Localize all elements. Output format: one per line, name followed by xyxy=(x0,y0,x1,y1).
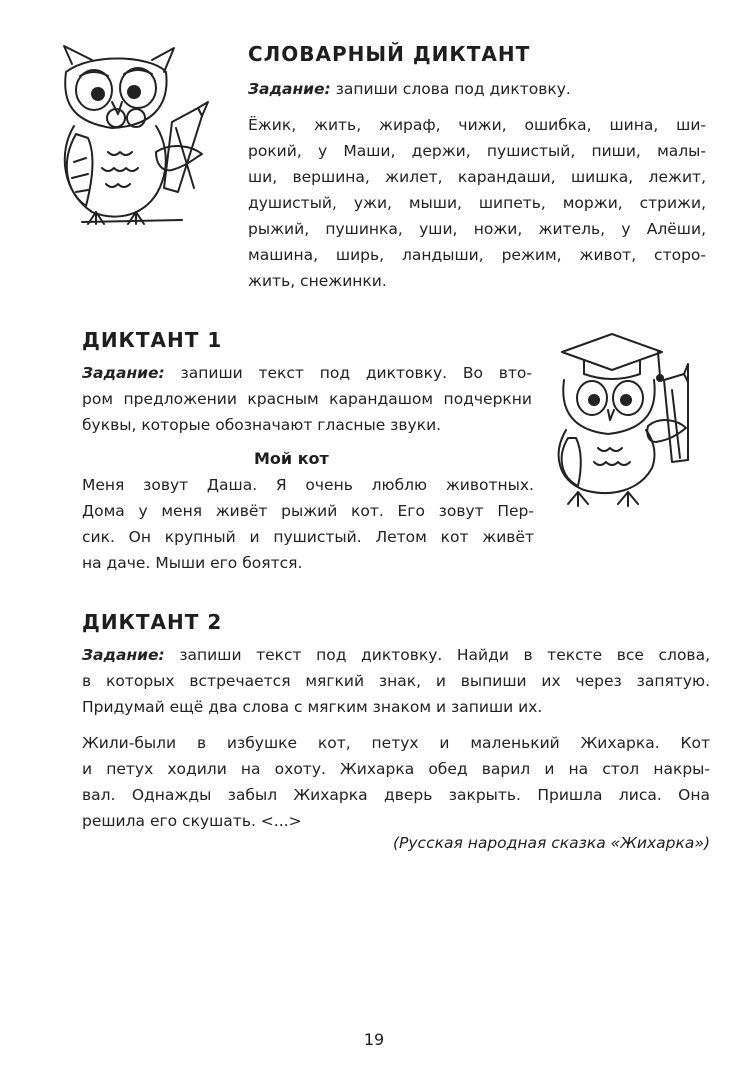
task-line xyxy=(82,642,710,668)
word-list-line: ши, вершина, жилет, карандаши, шишка, лежит, xyxy=(248,168,706,186)
dictation-2-text xyxy=(82,730,710,834)
word-list-line: жить, снежинки. xyxy=(248,272,387,290)
section-title-dictation-1: ДИКТАНТ 1 xyxy=(82,328,223,352)
word-list-line: машина, ширь, ландыши, режим, живот, сторо- xyxy=(248,246,706,264)
text-line: и петух ходили на охоту. Жихарка обед варил и на стол накры- xyxy=(82,760,710,778)
task-dictation-2 xyxy=(82,642,710,720)
section-title-dictation-2: ДИКТАНТ 2 xyxy=(82,610,223,634)
task-line: ром предложении красным карандашом подчеркни xyxy=(82,390,532,408)
section-title-vocabulary-dictation: СЛОВАРНЫЙ ДИКТАНТ xyxy=(248,42,531,66)
vocabulary-word-list xyxy=(248,112,706,294)
word-list-line: Ёжик, жить, жираф, чижи, ошибка, шина, ши- xyxy=(248,116,706,134)
text-line: решила его скушать. <...> xyxy=(82,812,302,830)
task-label: Задание: xyxy=(82,364,165,382)
word-list-line: рыжий, пушинка, уши, ножи, житель, у Алёши, xyxy=(248,220,706,238)
page-number: 19 xyxy=(363,1030,385,1049)
text-line: Жили-были в избушке кот, петух и маленький Жихарка. Кот xyxy=(82,734,710,752)
owl-graduate-with-pencil-icon xyxy=(548,330,708,510)
dictation-1-text xyxy=(82,472,534,576)
task-line xyxy=(82,360,532,386)
text-line: Меня зовут Даша. Я очень люблю животных. xyxy=(82,476,534,494)
task-dictation-1 xyxy=(82,360,532,438)
owl-with-pencil-icon xyxy=(52,42,212,242)
task-label: Задание: xyxy=(82,646,165,664)
task-text: запиши текст под диктовку. Найди в тексте все слова, xyxy=(179,646,710,664)
task-line: Придумай ещё два слова с мягким знаком и запиши их. xyxy=(82,698,543,716)
word-list-line: рокий, у Маши, держи, пушистый, пиши, малы- xyxy=(248,142,706,160)
text-line: на даче. Мыши его боятся. xyxy=(82,554,303,572)
text-source: (Русская народная сказка «Жихарка») xyxy=(392,834,710,852)
task-line: буквы, которые обозначают гласные звуки. xyxy=(82,416,442,434)
text-title-my-cat: Мой кот xyxy=(254,449,329,468)
task-label: Задание: xyxy=(248,80,331,98)
task-text: запиши слова под диктовку. xyxy=(335,80,571,98)
task-text: запиши текст под диктовку. Во вто- xyxy=(180,364,532,382)
task-line: в которых встречается мягкий знак, и выпиши их через запятую. xyxy=(82,672,710,690)
word-list-line: душистый, ужи, мыши, шипеть, моржи, стрижи, xyxy=(248,194,706,212)
text-line: сик. Он крупный и пушистый. Летом кот живёт xyxy=(82,528,534,546)
task-vocabulary xyxy=(248,76,708,102)
text-line: вал. Однажды забыл Жихарка дверь закрыть. Пришла лиса. Она xyxy=(82,786,710,804)
text-line: Дома у меня живёт рыжий кот. Его зовут Пер- xyxy=(82,502,534,520)
